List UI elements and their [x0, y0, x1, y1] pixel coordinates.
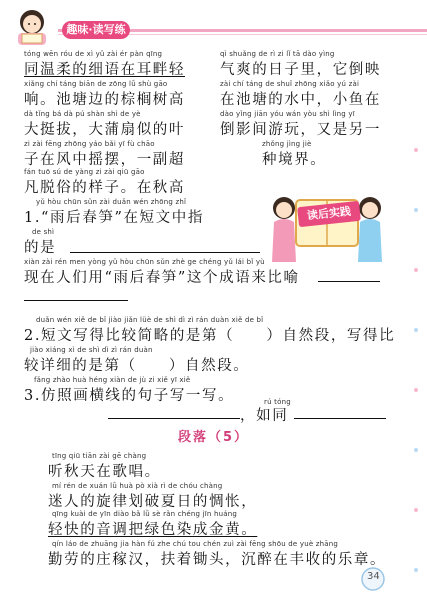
pinyin-line: zi zài fēng zhōng yáo bǎi yī fù chāo [24, 140, 155, 148]
question-1b: 现在人们用“雨后春笋”这个成语来比喻 [24, 270, 300, 286]
page-number: 34 [367, 571, 380, 582]
passage-line: 气爽的日子里，它倒映 [220, 62, 381, 78]
passage-line: 凡脱俗的样子。在秋高 [24, 180, 185, 196]
pinyin-line: qín láo de zhuāng jia hàn fú zhe chú tou chén zuì zài fēng shōu de yuè zhāng [52, 540, 339, 548]
poem-line: 听秋天在歌唱。 [48, 464, 161, 480]
pinyin-line: tóng wēn róu de xì yǔ zài ér pàn qīng [24, 50, 163, 58]
q1b-pinyin: xiàn zài rén men yòng yǔ hòu chūn sǔn zhè ge chéng yǔ lái bǐ yù [24, 258, 265, 266]
answer-blank[interactable] [108, 406, 240, 419]
poem-line: 轻快的音调把绿色染成金黄。 [48, 522, 258, 538]
pinyin-line: mí rén de xuán lǜ huà pò xià rì de chóu chàng [52, 482, 223, 490]
decorative-dots [410, 140, 422, 580]
pinyin-line: dà tǐng bá dà pú shàn shì de yè [24, 110, 141, 118]
q3b-pinyin: rú tóng [264, 398, 291, 406]
q1-pinyin: yǔ hòu chūn sǔn zài duǎn wén zhōng zhǐ [36, 198, 187, 206]
poem-line: 迷人的旋律划破夏日的惆怅， [48, 494, 258, 510]
pinyin-line: tīng qiū tiān zài gē chàng [52, 452, 147, 460]
question-2b: 较详细的是第（ ）自然段。 [24, 358, 250, 374]
pinyin-line: xiǎng chí táng biān de zōng lǘ shù gāo [24, 80, 168, 88]
section-title: 段落（5） [177, 430, 250, 445]
question-1-cont: 的是 [24, 240, 57, 256]
q2b-pinyin: jiào xiáng xì de shì dì zì rán duàn [30, 346, 153, 354]
girl-reading-avatar-icon [10, 6, 54, 46]
question-3: 3.仿照画横线的句子写一写。 [24, 388, 235, 404]
poem-line: 勤劳的庄稼汉，扶着锄头，沉醉在丰收的乐章。 [48, 552, 387, 568]
answer-blank[interactable] [318, 269, 380, 282]
pinyin-line: qì shuǎng de rì zi lǐ tā dào yìng [220, 50, 335, 58]
pinyin-line: fán tuō sú de yàng zi zài qiū gāo [24, 168, 145, 176]
pinyin-line: zhǒng jìng jiè [262, 140, 312, 148]
passage-line: 大挺拔，大蒲扇似的叶 [24, 122, 185, 138]
answer-blank[interactable] [294, 406, 386, 419]
pinyin-line: qīng kuài de yīn diào bǎ lǜ sè rǎn chéng jīn huáng [52, 510, 237, 518]
question-3b: ，如同 [240, 408, 289, 424]
question-1: 1.“雨后春笋”在短文中指 [24, 210, 204, 226]
q2-pinyin: duǎn wén xiě de bǐ jiào jiǎn lüè de shì dì zì rán duàn xiě de bǐ [36, 316, 264, 324]
answer-blank[interactable] [24, 288, 128, 301]
pinyin-line: dào yǐng jiān yóu wán yòu shì lìng yī [220, 110, 355, 118]
pinyin-line: zài chí táng de shuǐ zhōng xiǎo yú zài [220, 80, 360, 88]
q3-pinyin: fǎng zhào huà héng xiàn de jù zi xiě yī xiě [34, 376, 191, 384]
header-title: 趣味·读写练 [62, 21, 130, 39]
practice-badge: 读后实践 [297, 201, 361, 227]
question-2: 2.短文写得比较简略的是第（ ）自然段，写得比 [24, 328, 396, 344]
passage-line: 在池塘的水中，小鱼在 [220, 92, 381, 108]
passage-line: 响。池塘边的棕榈树高 [24, 92, 185, 108]
passage-line: 同温柔的细语在耳畔轻 [24, 62, 185, 78]
passage-line: 倒影间游玩，又是另一 [220, 122, 381, 138]
passage-line: 种境界。 [262, 152, 327, 168]
answer-blank[interactable] [70, 240, 260, 253]
q1-pinyin-2: de shì [32, 228, 55, 236]
passage-line: 子在风中摇摆，一副超 [24, 152, 185, 168]
